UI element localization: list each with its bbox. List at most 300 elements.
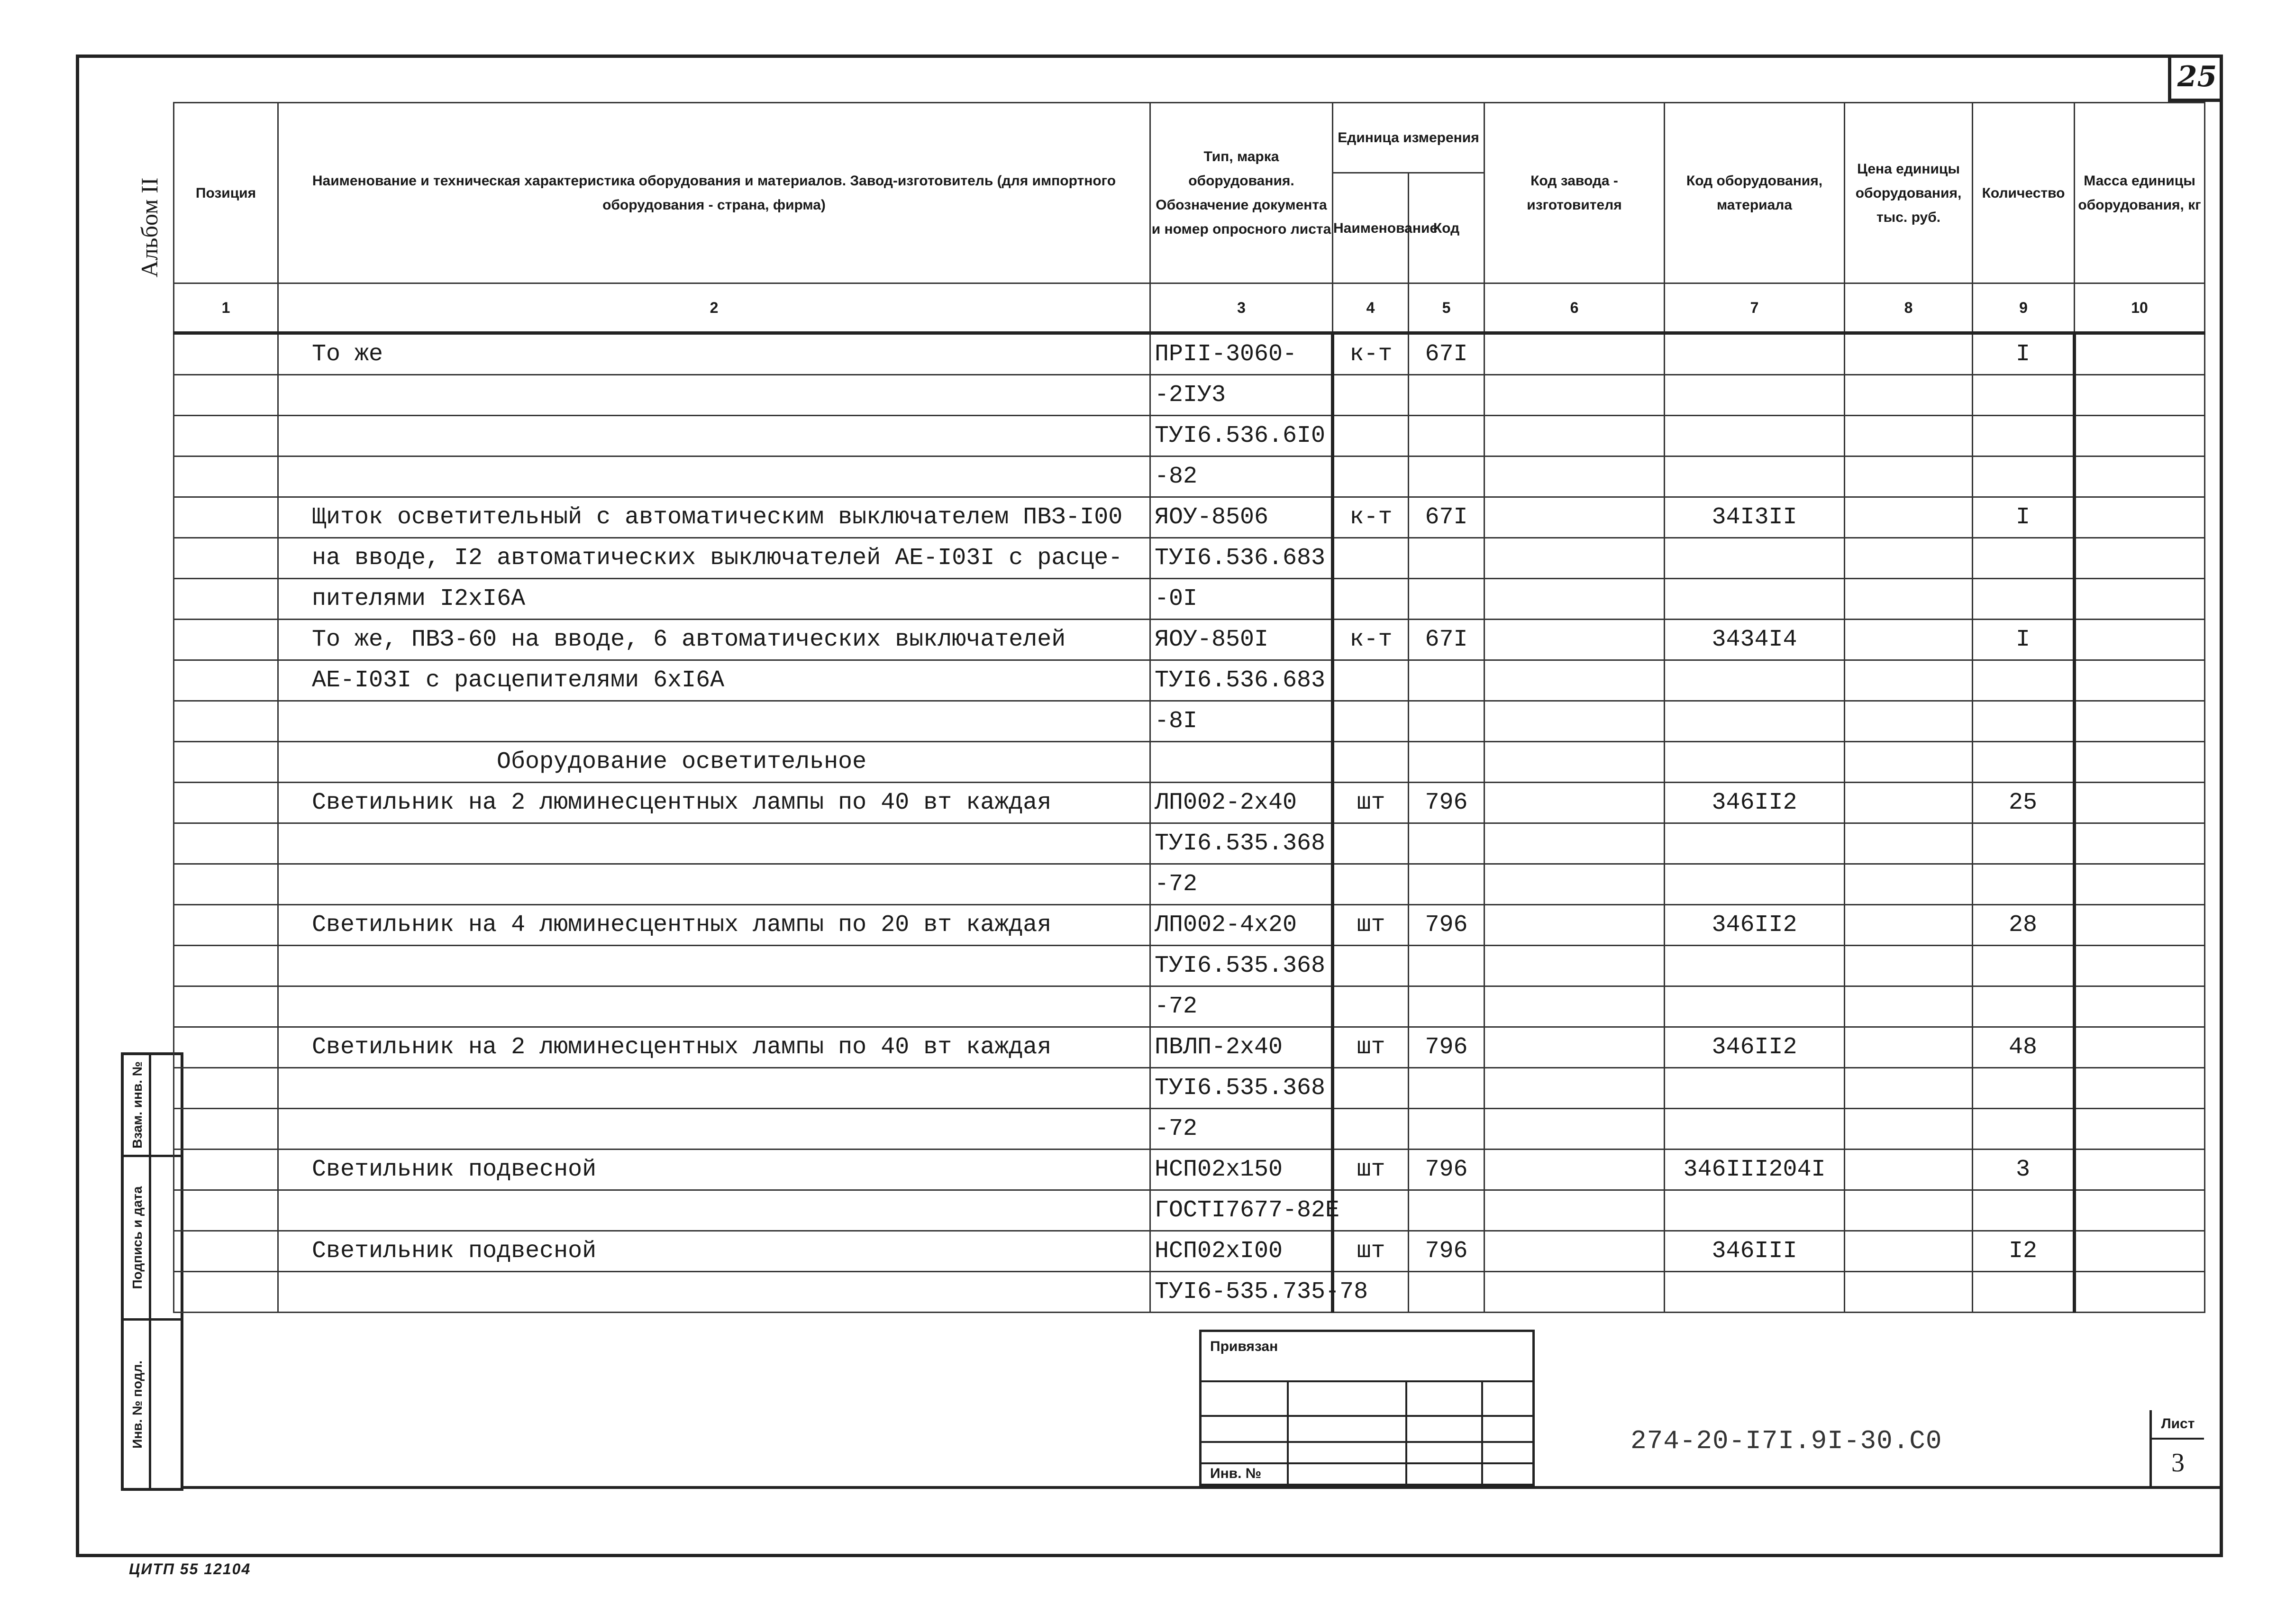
cell-position [174, 1272, 278, 1313]
title-stamp [1199, 1330, 1535, 1486]
cell-equipment-code [1665, 1068, 1845, 1109]
header-type: Тип, марка оборудования. Обозначение документа и номер опросного листа [1150, 103, 1333, 283]
cell-mass [2075, 538, 2205, 579]
cell-name: АЕ-I03I с расцепителями 6хI6А [278, 660, 1150, 701]
cell-position [174, 538, 278, 579]
cell-type: НСП02х150 [1150, 1150, 1333, 1190]
cell-price [1845, 1190, 1973, 1231]
col-number: 7 [1665, 283, 1845, 333]
cell-price [1845, 375, 1973, 416]
cell-quantity [1973, 456, 2075, 497]
cell-maker-code [1484, 620, 1665, 660]
cell-unit-code: 796 [1409, 1231, 1484, 1272]
cell-unit-code: 796 [1409, 1027, 1484, 1068]
cell-unit-code [1409, 823, 1484, 864]
cell-unit [1333, 986, 1409, 1027]
cell-name [278, 986, 1150, 1027]
cell-equipment-code [1665, 579, 1845, 620]
cell-price [1845, 416, 1973, 456]
cell-mass [2075, 1190, 2205, 1231]
cell-mass [2075, 701, 2205, 742]
col-number: 4 [1333, 283, 1409, 333]
table-row [174, 986, 2205, 1027]
cell-equipment-code [1665, 946, 1845, 986]
cell-type: ТУI6.536.683 [1150, 660, 1333, 701]
side-vzam-cell [124, 1055, 151, 1155]
cell-type: -0I [1150, 579, 1333, 620]
cell-equipment-code [1665, 333, 1845, 375]
cell-position [174, 375, 278, 416]
cell-unit: шт [1333, 783, 1409, 823]
cell-unit [1333, 1068, 1409, 1109]
cell-mass [2075, 416, 2205, 456]
cell-position [174, 1150, 278, 1190]
cell-mass [2075, 986, 2205, 1027]
cell-quantity [1973, 823, 2075, 864]
specification-table [173, 102, 2205, 1313]
cell-equipment-code [1665, 986, 1845, 1027]
cell-unit: шт [1333, 905, 1409, 946]
cell-mass [2075, 905, 2205, 946]
cell-quantity: 28 [1973, 905, 2075, 946]
side-inv-cell [124, 1321, 151, 1488]
cell-unit [1333, 1190, 1409, 1231]
stamp-privyazan: Привязан [1210, 1339, 1278, 1354]
cell-unit [1333, 864, 1409, 905]
header-quantity: Количество [1973, 103, 2075, 283]
col-number: 3 [1150, 283, 1333, 333]
cell-position [174, 864, 278, 905]
cell-quantity [1973, 742, 2075, 783]
cell-unit-code [1409, 660, 1484, 701]
cell-position [174, 1068, 278, 1109]
table-row [174, 1109, 2205, 1150]
table-body [174, 333, 2205, 1313]
cell-equipment-code [1665, 416, 1845, 456]
cell-quantity: I2 [1973, 1231, 2075, 1272]
cell-position [174, 620, 278, 660]
cell-price [1845, 538, 1973, 579]
header-unit-name: Наименование [1333, 173, 1409, 283]
cell-quantity [1973, 538, 2075, 579]
cell-mass [2075, 864, 2205, 905]
cell-mass [2075, 1272, 2205, 1313]
cell-name [278, 864, 1150, 905]
cell-price [1845, 701, 1973, 742]
cell-unit: шт [1333, 1231, 1409, 1272]
cell-quantity: I [1973, 620, 2075, 660]
col-number: 8 [1845, 283, 1973, 333]
cell-unit-code [1409, 1272, 1484, 1313]
header-unit-code: Код [1409, 173, 1484, 283]
cell-equipment-code [1665, 823, 1845, 864]
cell-unit-code [1409, 986, 1484, 1027]
cell-position [174, 660, 278, 701]
cell-unit-code: 796 [1409, 783, 1484, 823]
cell-type: ТУI6.535.368 [1150, 823, 1333, 864]
cell-position [174, 1027, 278, 1068]
cell-mass [2075, 742, 2205, 783]
cell-unit-code: 796 [1409, 1150, 1484, 1190]
cell-name [278, 701, 1150, 742]
cell-maker-code [1484, 333, 1665, 375]
cell-type: НСП02хI00 [1150, 1231, 1333, 1272]
table-row [174, 456, 2205, 497]
table-row [174, 946, 2205, 986]
cell-name [278, 1068, 1150, 1109]
cell-quantity: 25 [1973, 783, 2075, 823]
cell-type: ТУI6.536.6I0 [1150, 416, 1333, 456]
cell-quantity: 48 [1973, 1027, 2075, 1068]
cell-mass [2075, 497, 2205, 538]
cell-price [1845, 1068, 1973, 1109]
cell-type: ЛП002-2х40 [1150, 783, 1333, 823]
cell-name: на вводе, I2 автоматических выключателей АЕ-I03I с расце- [278, 538, 1150, 579]
side-inv-label: Инв. № подл. [130, 1360, 145, 1449]
cell-name [278, 1272, 1150, 1313]
cell-mass [2075, 946, 2205, 986]
cell-equipment-code [1665, 742, 1845, 783]
cell-unit-code [1409, 701, 1484, 742]
cell-name [278, 823, 1150, 864]
cell-price [1845, 946, 1973, 986]
cell-unit [1333, 823, 1409, 864]
col-number: 10 [2075, 283, 2205, 333]
stamp-vline [1481, 1380, 1483, 1484]
cell-mass [2075, 1150, 2205, 1190]
table-row [174, 1027, 2205, 1068]
cell-maker-code [1484, 986, 1665, 1027]
cell-unit-code [1409, 864, 1484, 905]
cell-quantity [1973, 579, 2075, 620]
cell-unit: к-т [1333, 620, 1409, 660]
cell-unit-code: 796 [1409, 905, 1484, 946]
cell-name: Светильник на 4 люминесцентных лампы по 20 вт каждая [278, 905, 1150, 946]
table-row [174, 905, 2205, 946]
cell-type: ТУI6-535.735-78 [1150, 1272, 1333, 1313]
cell-name [278, 1109, 1150, 1150]
cell-equipment-code: 34I3II [1665, 497, 1845, 538]
cell-name [278, 946, 1150, 986]
cell-price [1845, 823, 1973, 864]
cell-quantity [1973, 1272, 2075, 1313]
cell-price [1845, 1109, 1973, 1150]
cell-quantity [1973, 416, 2075, 456]
cell-equipment-code [1665, 1109, 1845, 1150]
cell-position [174, 823, 278, 864]
stamp-inv-no: Инв. № [1210, 1466, 1262, 1481]
cell-unit [1333, 375, 1409, 416]
cell-price [1845, 660, 1973, 701]
cell-mass [2075, 1068, 2205, 1109]
cell-unit [1333, 1109, 1409, 1150]
cell-maker-code [1484, 783, 1665, 823]
cell-maker-code [1484, 579, 1665, 620]
cell-unit-code [1409, 742, 1484, 783]
cell-mass [2075, 456, 2205, 497]
cell-quantity [1973, 701, 2075, 742]
cell-price [1845, 456, 1973, 497]
col-number: 9 [1973, 283, 2075, 333]
cell-mass [2075, 660, 2205, 701]
cell-position [174, 783, 278, 823]
cell-maker-code [1484, 497, 1665, 538]
cell-quantity [1973, 1109, 2075, 1150]
table-row [174, 783, 2205, 823]
col-number: 5 [1409, 283, 1484, 333]
cell-position [174, 497, 278, 538]
cell-type: ЯОУ-850I [1150, 620, 1333, 660]
cell-unit [1333, 538, 1409, 579]
table-row [174, 375, 2205, 416]
cell-equipment-code: 346II2 [1665, 783, 1845, 823]
cell-name: То же, ПВЗ-60 на вводе, 6 автоматических выключателей [278, 620, 1150, 660]
header-mass: Масса единицы оборудования, кг [2075, 103, 2205, 283]
cell-equipment-code [1665, 660, 1845, 701]
cell-quantity [1973, 375, 2075, 416]
cell-quantity: I [1973, 333, 2075, 375]
cell-quantity: 3 [1973, 1150, 2075, 1190]
cell-unit-code [1409, 416, 1484, 456]
table-row [174, 538, 2205, 579]
table-row [174, 1150, 2205, 1190]
cell-type: -82 [1150, 456, 1333, 497]
cell-price [1845, 1272, 1973, 1313]
cell-maker-code [1484, 905, 1665, 946]
cell-position [174, 1190, 278, 1231]
cell-quantity [1973, 1068, 2075, 1109]
stamp-vline [1405, 1380, 1407, 1484]
cell-position [174, 416, 278, 456]
table-row [174, 497, 2205, 538]
cell-unit [1333, 416, 1409, 456]
side-podpis-cell [124, 1157, 151, 1318]
cell-price [1845, 1231, 1973, 1272]
cell-position [174, 742, 278, 783]
cell-price [1845, 864, 1973, 905]
cell-type: ЯОУ-8506 [1150, 497, 1333, 538]
table-row [174, 823, 2205, 864]
cell-unit [1333, 946, 1409, 986]
cell-mass [2075, 375, 2205, 416]
column-numbers-row [174, 283, 2205, 333]
cell-unit: к-т [1333, 497, 1409, 538]
cell-equipment-code [1665, 538, 1845, 579]
cell-name [278, 416, 1150, 456]
cell-name: Оборудование осветительное [278, 742, 1150, 783]
col-number: 2 [278, 283, 1150, 333]
table-row [174, 1272, 2205, 1313]
table-row [174, 416, 2205, 456]
cell-quantity [1973, 660, 2075, 701]
cell-equipment-code: 346II2 [1665, 1027, 1845, 1068]
cell-mass [2075, 1027, 2205, 1068]
table-row [174, 1190, 2205, 1231]
cell-mass [2075, 333, 2205, 375]
cell-maker-code [1484, 701, 1665, 742]
cell-mass [2075, 783, 2205, 823]
stamp-vline [1287, 1380, 1289, 1484]
cell-type: ПРII-3060- [1150, 333, 1333, 375]
header-price: Цена единицы оборудования, тыс. руб. [1845, 103, 1973, 283]
header-maker-code: Код завода - изготовителя [1484, 103, 1665, 283]
cell-price [1845, 620, 1973, 660]
cell-equipment-code: 346II2 [1665, 905, 1845, 946]
section-row [174, 742, 2205, 783]
header-name: Наименование и техническая характеристика оборудования и материалов. Завод-изготовитель (для импортного оборудования - страна, фирма) [278, 103, 1150, 283]
cell-position [174, 1109, 278, 1150]
cell-unit-code [1409, 538, 1484, 579]
cell-unit: шт [1333, 1150, 1409, 1190]
cell-position [174, 905, 278, 946]
table-row [174, 1068, 2205, 1109]
cell-type: ЛП002-4х20 [1150, 905, 1333, 946]
cell-type [1150, 742, 1333, 783]
cell-position [174, 579, 278, 620]
cell-equipment-code: 3434I4 [1665, 620, 1845, 660]
cell-position [174, 1231, 278, 1272]
cell-unit-code: 67I [1409, 333, 1484, 375]
sheet-box [2149, 1410, 2204, 1486]
cell-price [1845, 783, 1973, 823]
cell-quantity [1973, 946, 2075, 986]
cell-maker-code [1484, 946, 1665, 986]
cell-quantity [1973, 864, 2075, 905]
table-row [174, 579, 2205, 620]
cell-type: ТУI6.535.368 [1150, 1068, 1333, 1109]
cell-name: Светильник подвесной [278, 1150, 1150, 1190]
cell-name: Щиток осветительный с автоматическим выключателем ПВЗ-I00 [278, 497, 1150, 538]
cell-price [1845, 1150, 1973, 1190]
cell-price [1845, 497, 1973, 538]
cell-maker-code [1484, 416, 1665, 456]
cell-unit-code [1409, 1190, 1484, 1231]
bottom-line [182, 1486, 2223, 1489]
cell-price [1845, 905, 1973, 946]
cell-price [1845, 1027, 1973, 1068]
cell-maker-code [1484, 456, 1665, 497]
cell-unit [1333, 579, 1409, 620]
cell-unit-code [1409, 1109, 1484, 1150]
album-label [128, 156, 171, 299]
cell-maker-code [1484, 1027, 1665, 1068]
cell-position [174, 701, 278, 742]
cell-unit-code [1409, 946, 1484, 986]
cell-equipment-code [1665, 456, 1845, 497]
album-text: Альбом II [136, 177, 163, 278]
side-vzam-label: Взам. инв. № [130, 1061, 145, 1149]
table-row [174, 701, 2205, 742]
cell-mass [2075, 1231, 2205, 1272]
cell-type: -72 [1150, 1109, 1333, 1150]
cell-maker-code [1484, 1231, 1665, 1272]
cell-name: То же [278, 333, 1150, 375]
cell-unit: к-т [1333, 333, 1409, 375]
sheet-number: 25 [2168, 55, 2223, 102]
cell-type: ГОСТI7677-82Е [1150, 1190, 1333, 1231]
cell-position [174, 946, 278, 986]
cell-position [174, 456, 278, 497]
cell-unit [1333, 456, 1409, 497]
cell-type: ПВЛП-2х40 [1150, 1027, 1333, 1068]
cell-unit: шт [1333, 1027, 1409, 1068]
table-row [174, 333, 2205, 375]
table-row [174, 864, 2205, 905]
cell-maker-code [1484, 1190, 1665, 1231]
cell-type: ТУI6.536.683 [1150, 538, 1333, 579]
side-podpis-label: Подпись и дата [130, 1186, 145, 1289]
cell-maker-code [1484, 538, 1665, 579]
footer-code: ЦИТП 55 12104 [129, 1560, 251, 1578]
cell-unit [1333, 742, 1409, 783]
cell-maker-code [1484, 823, 1665, 864]
sheet-value: 3 [2171, 1448, 2185, 1478]
cell-quantity [1973, 1190, 2075, 1231]
cell-name: Светильник на 2 люминесцентных лампы по 40 вт каждая [278, 783, 1150, 823]
cell-maker-code [1484, 375, 1665, 416]
table-row [174, 1231, 2205, 1272]
cell-equipment-code: 346III [1665, 1231, 1845, 1272]
cell-mass [2075, 823, 2205, 864]
cell-equipment-code [1665, 1190, 1845, 1231]
cell-type: ТУI6.535.368 [1150, 946, 1333, 986]
cell-name: пителями I2хI6А [278, 579, 1150, 620]
cell-type: -72 [1150, 864, 1333, 905]
cell-unit-code [1409, 1068, 1484, 1109]
cell-mass [2075, 620, 2205, 660]
cell-name [278, 456, 1150, 497]
header-position: Позиция [174, 103, 278, 283]
cell-equipment-code [1665, 375, 1845, 416]
sheet-label: Лист [2152, 1410, 2204, 1440]
cell-equipment-code [1665, 701, 1845, 742]
cell-unit-code: 67I [1409, 620, 1484, 660]
header-equipment-code: Код оборудования, материала [1665, 103, 1845, 283]
cell-type: -72 [1150, 986, 1333, 1027]
cell-price [1845, 333, 1973, 375]
cell-maker-code [1484, 1068, 1665, 1109]
cell-name: Светильник на 2 люминесцентных лампы по 40 вт каждая [278, 1027, 1150, 1068]
cell-maker-code [1484, 742, 1665, 783]
cell-price [1845, 742, 1973, 783]
cell-type: -2IУ3 [1150, 375, 1333, 416]
cell-unit [1333, 660, 1409, 701]
cell-maker-code [1484, 1150, 1665, 1190]
cell-unit-code [1409, 456, 1484, 497]
cell-unit-code: 67I [1409, 497, 1484, 538]
cell-equipment-code: 346III204I [1665, 1150, 1845, 1190]
document-number: 274-20-I7I.9I-30.С0 [1630, 1426, 1942, 1456]
cell-name [278, 1190, 1150, 1231]
cell-unit [1333, 701, 1409, 742]
header-unit: Единица измерения [1333, 103, 1484, 173]
cell-maker-code [1484, 1109, 1665, 1150]
cell-position [174, 333, 278, 375]
cell-unit-code [1409, 579, 1484, 620]
table-row [174, 620, 2205, 660]
table-row [174, 660, 2205, 701]
cell-quantity [1973, 986, 2075, 1027]
cell-equipment-code [1665, 864, 1845, 905]
cell-name [278, 375, 1150, 416]
cell-price [1845, 986, 1973, 1027]
cell-price [1845, 579, 1973, 620]
cell-maker-code [1484, 1272, 1665, 1313]
cell-quantity: I [1973, 497, 2075, 538]
cell-mass [2075, 1109, 2205, 1150]
cell-maker-code [1484, 864, 1665, 905]
cell-maker-code [1484, 660, 1665, 701]
